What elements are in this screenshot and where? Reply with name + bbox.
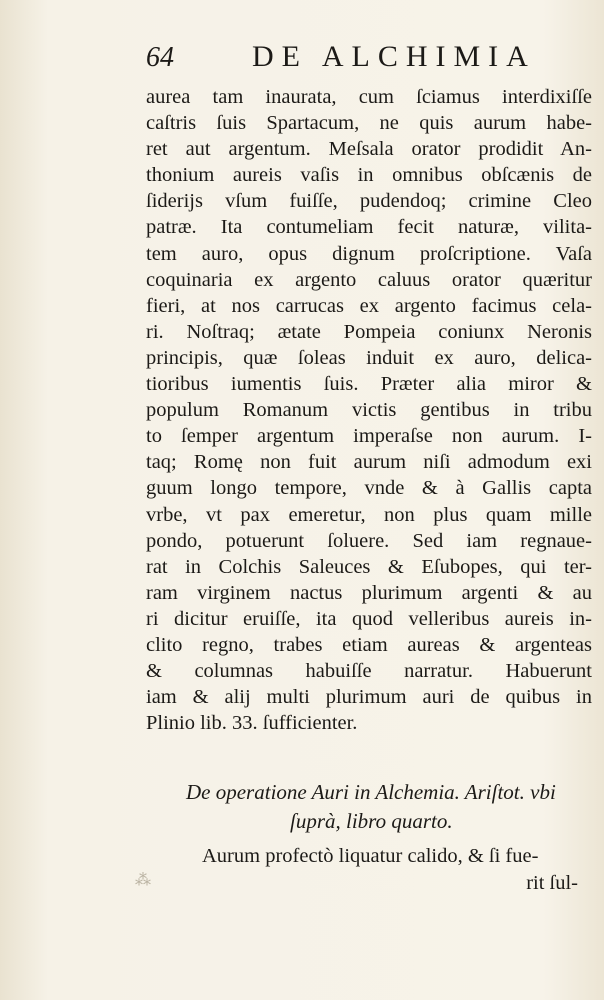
running-head: DE ALCHIMIA [252,40,536,73]
text-line: ri dicitur eruiſſe, ita quod velleribus aureis in- [146,607,592,630]
paragraph-line: rit ſul- [526,872,578,894]
section-heading [150,778,596,836]
text-line: clito regno, trabes etiam aureas & argenteas [146,633,592,656]
paragraph [146,843,592,897]
page-number: 64 [146,42,174,73]
text-line: patræ. Ita contumeliam fecit naturæ, vilita- [146,216,592,239]
body-text [146,84,592,736]
text-line: ram virginem nactus plurimum argenti & au [146,581,592,604]
text-line: pondo, potuerunt ſoluere. Sed iam regnaue- [146,529,592,552]
text-line: guum longo tempore, vnde & à Gallis capta [146,477,592,500]
text-line: ret aut argentum. Meſsala orator prodidit An- [146,138,592,161]
text-line: taq; Romę non fuit aurum niſi admodum exi [146,451,592,474]
text-line: tem auro, opus dignum proſcriptione. Vaſa [146,242,592,265]
page-header [140,40,580,84]
section-heading-line: ſuprà, libro quarto. [290,809,453,833]
text-line: thonium aureis vaſis in omnibus obſcænis de [146,164,592,187]
ink-smudge-mark: ⁂ [135,872,151,889]
text-line: aurea tam inaurata, cum ſciamus interdixiſſe [146,86,592,108]
text-line: ri. Noſtraq; ætate Pompeia coniunx Neronis [146,320,592,343]
text-line: to ſemper argentum imperaſse non aurum. I- [146,425,592,448]
text-line: caſtris ſuis Spartacum, ne quis aurum habe- [146,112,592,135]
text-line: ſiderijs vſum fuiſſe, pudendoq; crimine Cleo [146,190,592,213]
text-line: & columnas habuiſſe narratur. Habuerunt [146,660,592,683]
text-line: Plinio lib. 33. ſufficienter. [146,712,358,735]
text-line: iam & alij multi plurimum auri de quibus in [146,686,592,709]
paragraph-line: Aurum profectò liquatur calido, & ſi fue- [202,845,539,867]
text-line: vrbe, vt pax emeretur, non plus quam mille [146,503,592,526]
text-line: rat in Colchis Saleuces & Eſubopes, qui ter- [146,555,592,578]
text-line: principis, quæ ſoleas induit ex auro, delica- [146,346,592,369]
text-line: fieri, at nos carrucas ex argento facimus cela- [146,294,592,317]
text-line: populum Romanum victis gentibus in tribu [146,399,592,422]
text-line: tioribus iumentis ſuis. Præter alia miror & [146,373,592,396]
text-line: coquinaria ex argento caluus orator quæritur [146,268,592,291]
section-heading-line: De operatione Auri in Alchemia. Ariſtot. vbi [186,780,556,804]
